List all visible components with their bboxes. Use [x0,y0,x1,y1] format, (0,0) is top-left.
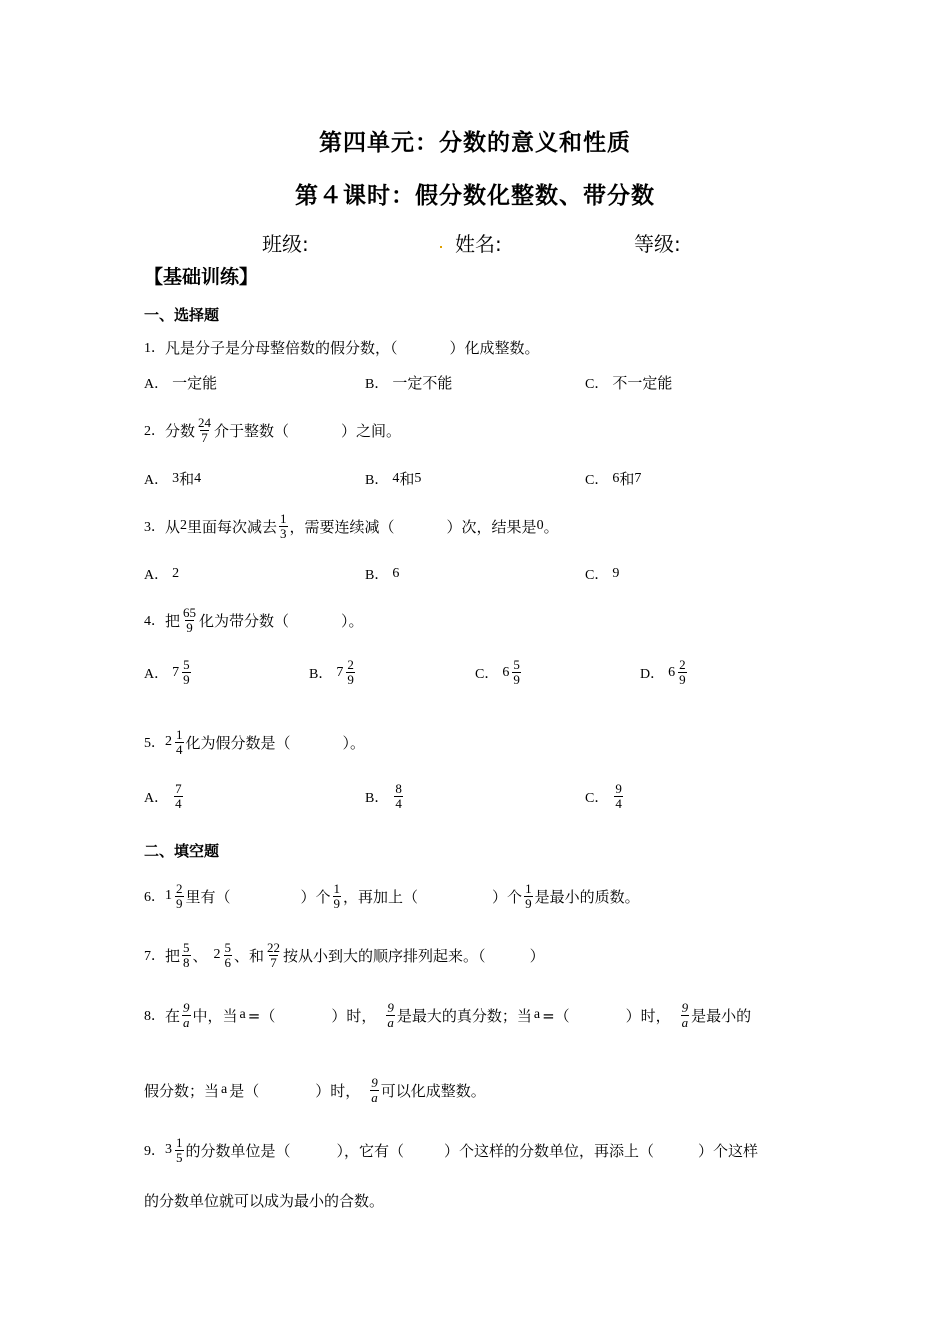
question-5: 5． 2 $\frac{1}{4}$ 化为假分数是（ ）。 [144,726,366,757]
question-8: 8． 在 $\frac{9}{a}$ 中，当 a =（ ）时， $\frac{9}{a}$ 是最大的真分数；当 a =（ ）时， $\frac{9}{a}$ 是最小的 [144,999,752,1030]
name-label: 姓名: [455,232,502,256]
question-1: 1． 凡是分子是分母整倍数的假分数，（ ）化成整数。 [144,338,540,357]
question-9-line2: 的分数单位就可以成为最小的合数。 [144,1191,385,1210]
q4-option-c[interactable]: C． 6 $\frac{5}{9}$ [475,657,520,687]
class-label: 班级: [262,232,309,256]
q5-option-b[interactable]: B． $\frac{8}{4}$ [365,781,402,811]
underline-marker [440,246,442,248]
q4-option-b[interactable]: B． 7 $\frac{2}{9}$ [309,657,354,687]
question-2: 2． 分数 $\frac{24}{7}$ 介于整数（ ）之间。 [144,414,402,445]
section-basic: 【基础训练】 [144,266,259,288]
q1-option-b[interactable]: B． 一定不能 [365,374,453,392]
q2-option-c[interactable]: C． 6 和 7 [585,470,642,488]
q3-option-b[interactable]: B． 6 [365,566,400,583]
q5-option-a[interactable]: A． $\frac{7}{4}$ [144,781,182,811]
grade-label: 等级: [634,232,681,256]
q3-option-a[interactable]: A． 2 [144,566,180,583]
q3-option-c[interactable]: C． 9 [585,566,620,583]
q5-option-c[interactable]: C． $\frac{9}{4}$ [585,781,622,811]
q1-option-a[interactable]: A． 一定能 [144,374,218,392]
question-7: 7． 把 $\frac{5}{8}$ 、 2 $\frac{5}{6}$ 、和 $\frac{22}{7}$ 按从小到大的顺序排列起来。（ ） [144,939,545,970]
part2-title: 二、填空题 [144,842,220,860]
question-8-line2: 假分数；当 a 是（ ）时， $\frac{9}{a}$ 可以化成整数。 [144,1074,486,1105]
question-9: 9． 3 $\frac{1}{5}$ 的分数单位是（ ），它有（ ）个这样的分数单位，再添上（ ）个这样 [144,1134,759,1165]
q2-option-a[interactable]: A． 3 和 4 [144,470,202,488]
question-6: 6． 1 $\frac{2}{9}$ 里有（ ）个 $\frac{1}{9}$ ，再加上（ ）个 $\frac{1}{9}$ 是最小的质数。 [144,880,640,911]
part1-title: 一、选择题 [144,306,220,324]
fraction: $\frac{24}{7}$ [198,414,212,445]
question-3: 3． 从 2 里面每次减去 $\frac{1}{3}$ ，需要连续减（ ）次，结果是 0 。 [144,510,559,541]
page-title: 第四单元：分数的意义和性质 [319,130,631,156]
page-subtitle: 第４课时：假分数化整数、带分数 [295,183,655,209]
q1-option-c[interactable]: C． 不一定能 [585,374,673,392]
question-4: 4． 把 $\frac{65}{9}$ 化为带分数（ ）。 [144,604,364,635]
q2-option-b[interactable]: B． 4 和 5 [365,470,422,488]
fraction: $\frac{1}{3}$ [280,510,287,541]
q4-option-d[interactable]: D． 6 $\frac{2}{9}$ [640,657,686,687]
fraction: $\frac{65}{9}$ [183,604,197,635]
q4-option-a[interactable]: A． 7 $\frac{5}{9}$ [144,657,190,687]
